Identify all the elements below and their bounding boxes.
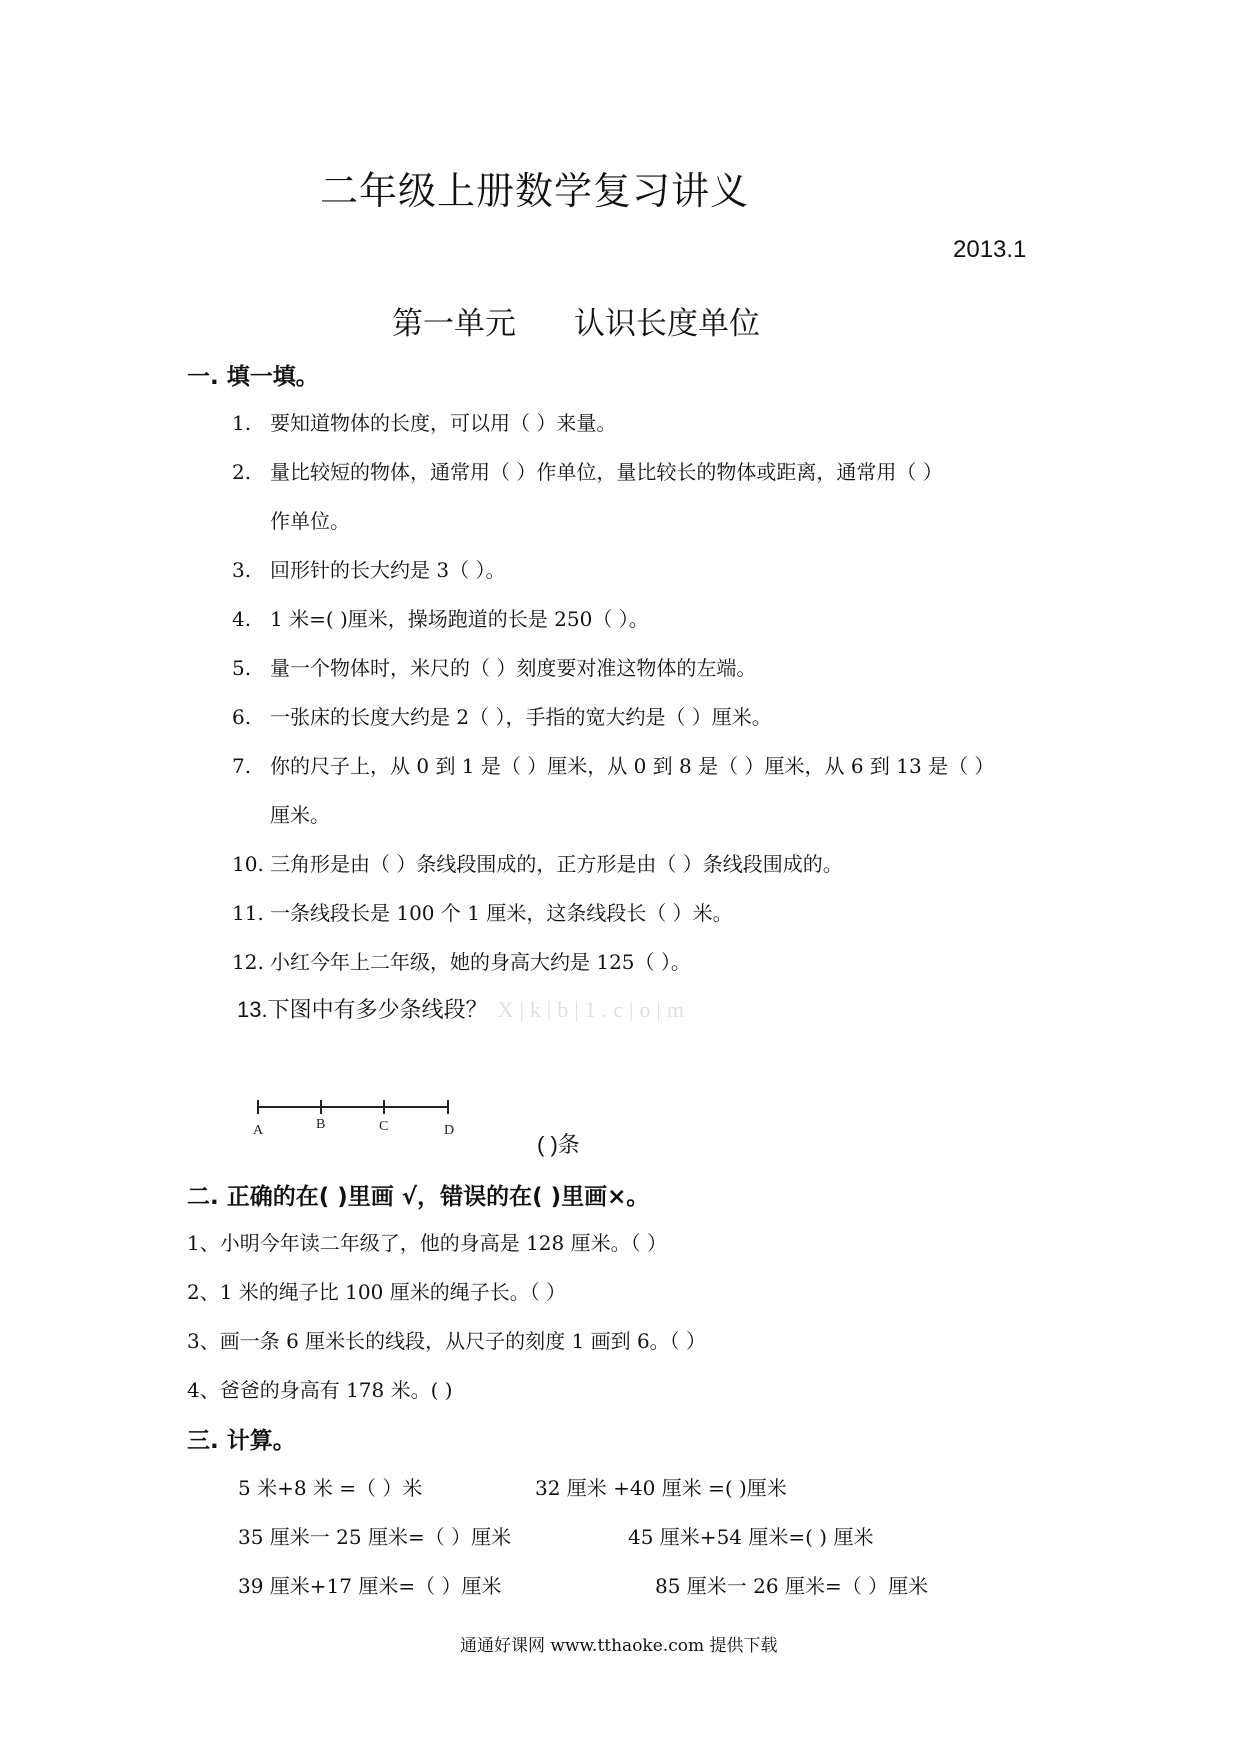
calc-row-1-right: 32 厘米 +40 厘米 =( )厘米: [535, 1476, 787, 1500]
document-date: 2013.1: [953, 236, 1027, 263]
calc-row-2-right: 45 厘米+54 厘米=( ) 厘米: [628, 1525, 874, 1549]
question-7-continued: 厘米。: [270, 803, 330, 827]
point-label-d: D: [444, 1123, 455, 1138]
calc-row-1-left: 5 米+8 米 =（ ）米: [238, 1476, 423, 1500]
question-2: 2. 量比较短的物体，通常用（ ）作单位，量比较长的物体或距离，通常用（ ）: [232, 460, 943, 484]
question-3: 3. 回形针的长大约是 3（ ）。: [232, 558, 506, 582]
judge-item-4: 4、爸爸的身高有 178 米。( ): [187, 1378, 453, 1402]
point-label-c: C: [379, 1119, 389, 1134]
question-11: 11. 一条线段长是 100 个 1 厘米，这条线段长（ ）米。: [232, 901, 733, 925]
unit-name: 认识长度单位: [574, 306, 760, 342]
watermark: X|k|b|1.c|o|m: [497, 997, 690, 1022]
question-2-continued: 作单位。: [270, 509, 350, 533]
question-13: [237, 993, 690, 1024]
question-1: 1. 要知道物体的长度，可以用（ ）来量。: [232, 411, 617, 435]
point-label-a: A: [253, 1123, 264, 1138]
question-13-text: 13.下图中有多少条线段？: [237, 997, 488, 1022]
question-12: 12. 小红今年上二年级，她的身高大约是 125（ ）。: [232, 950, 691, 974]
question-10: 10. 三角形是由（ ）条线段围成的，正方形是由（ ）条线段围成的。: [232, 852, 843, 876]
footer-source: 通通好课网 www.tthaoke.com 提供下载: [460, 1636, 778, 1656]
question-13-answer: ( )条: [537, 1132, 580, 1157]
judge-item-3: 3、画一条 6 厘米长的线段，从尺子的刻度 1 画到 6。（ ）: [187, 1329, 707, 1353]
question-6: 6. 一张床的长度大约是 2（ ），手指的宽大约是（ ）厘米。: [232, 705, 772, 729]
judge-item-1: 1、小明今年读二年级了，他的身高是 128 厘米。（ ）: [187, 1231, 667, 1255]
document-title: 二年级上册数学复习讲义: [320, 169, 750, 213]
calc-row-3-right: 85 厘米一 26 厘米=（ ）厘米: [655, 1574, 929, 1598]
line-segment-figure: [248, 1090, 468, 1145]
judge-item-2: 2、1 米的绳子比 100 厘米的绳子长。（ ）: [187, 1280, 567, 1304]
unit-heading: [392, 298, 760, 343]
calc-row-2-left: 35 厘米一 25 厘米=（ ）厘米: [238, 1525, 512, 1549]
question-4: 4. 1 米=( )厘米，操场跑道的长是 250（ ）。: [232, 607, 649, 631]
question-7: 7. 你的尺子上，从 0 到 1 是（ ）厘米，从 0 到 8 是（ ）厘米，从 6 到 13 是（ ）: [232, 754, 995, 778]
section3-heading: 三. 计算。: [187, 1428, 296, 1454]
question-5: 5. 量一个物体时，米尺的（ ）刻度要对准这物体的左端。: [232, 656, 757, 680]
calc-row-3-left: 39 厘米+17 厘米=（ ）厘米: [238, 1574, 502, 1598]
section1-heading: 一. 填一填。: [187, 364, 319, 390]
point-label-b: B: [316, 1117, 326, 1132]
section2-heading: 二. 正确的在( )里画 √，错误的在( )里画×。: [187, 1184, 650, 1210]
unit-number: 第一单元: [392, 306, 516, 342]
